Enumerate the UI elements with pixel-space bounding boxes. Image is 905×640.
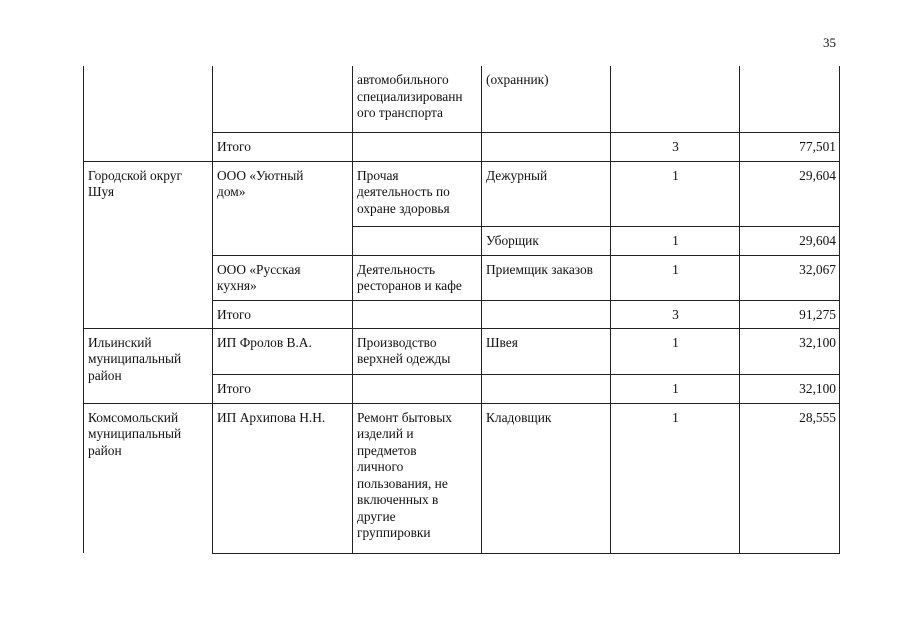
region-cell: Ильинский муниципальный район	[84, 328, 213, 403]
salary-cell: 32,067	[740, 255, 840, 300]
salary-cell: 32,100	[740, 328, 840, 374]
count-cell: 1	[611, 226, 740, 255]
count-cell: 1	[611, 161, 740, 226]
table-row	[84, 66, 840, 132]
count-cell	[611, 66, 740, 132]
region-cell	[84, 66, 213, 161]
position-cell: Кладовщик	[482, 403, 611, 553]
position-cell	[482, 300, 611, 328]
organization-cell	[213, 66, 353, 132]
salary-cell: 29,604	[740, 226, 840, 255]
position-cell: Приемщик заказов	[482, 255, 611, 300]
position-cell	[482, 132, 611, 161]
count-cell: 1	[611, 403, 740, 553]
organization-cell: ИП Архипова Н.Н.	[213, 403, 353, 553]
region-cell: Комсомольский муниципальный район	[84, 403, 213, 553]
data-table	[83, 66, 840, 554]
region-cell: Городской округ Шуя	[84, 161, 213, 328]
count-cell: 1	[611, 255, 740, 300]
activity-cell	[353, 226, 482, 255]
count-cell: 3	[611, 300, 740, 328]
activity-cell	[353, 132, 482, 161]
position-cell: Уборщик	[482, 226, 611, 255]
table-row	[84, 328, 840, 374]
activity-cell	[353, 374, 482, 403]
table-row	[84, 161, 840, 226]
salary-cell	[740, 66, 840, 132]
salary-cell: 29,604	[740, 161, 840, 226]
activity-cell: Прочая деятельность по охране здоровья	[353, 161, 482, 226]
activity-cell: автомобильного специализированн ого транспорта	[353, 66, 482, 132]
count-cell: 3	[611, 132, 740, 161]
activity-cell	[353, 300, 482, 328]
position-cell: Дежурный	[482, 161, 611, 226]
count-cell: 1	[611, 328, 740, 374]
total-label-cell: Итого	[213, 374, 353, 403]
total-label-cell: Итого	[213, 300, 353, 328]
position-cell	[482, 374, 611, 403]
salary-cell: 77,501	[740, 132, 840, 161]
page-number: 35	[823, 35, 836, 50]
count-cell: 1	[611, 374, 740, 403]
total-label-cell: Итого	[213, 132, 353, 161]
position-cell: Швея	[482, 328, 611, 374]
salary-cell: 91,275	[740, 300, 840, 328]
activity-cell: Производство верхней одежды	[353, 328, 482, 374]
table-row	[84, 403, 840, 553]
position-cell: (охранник)	[482, 66, 611, 132]
activity-cell: Ремонт бытовых изделий и предметов личного пользования, не включенных в другие группировки	[353, 403, 482, 553]
activity-cell: Деятельность ресторанов и кафе	[353, 255, 482, 300]
organization-cell: ООО «Уютный дом»	[213, 161, 353, 255]
organization-cell: ИП Фролов В.А.	[213, 328, 353, 374]
salary-cell: 32,100	[740, 374, 840, 403]
organization-cell: ООО «Русская кухня»	[213, 255, 353, 300]
salary-cell: 28,555	[740, 403, 840, 553]
